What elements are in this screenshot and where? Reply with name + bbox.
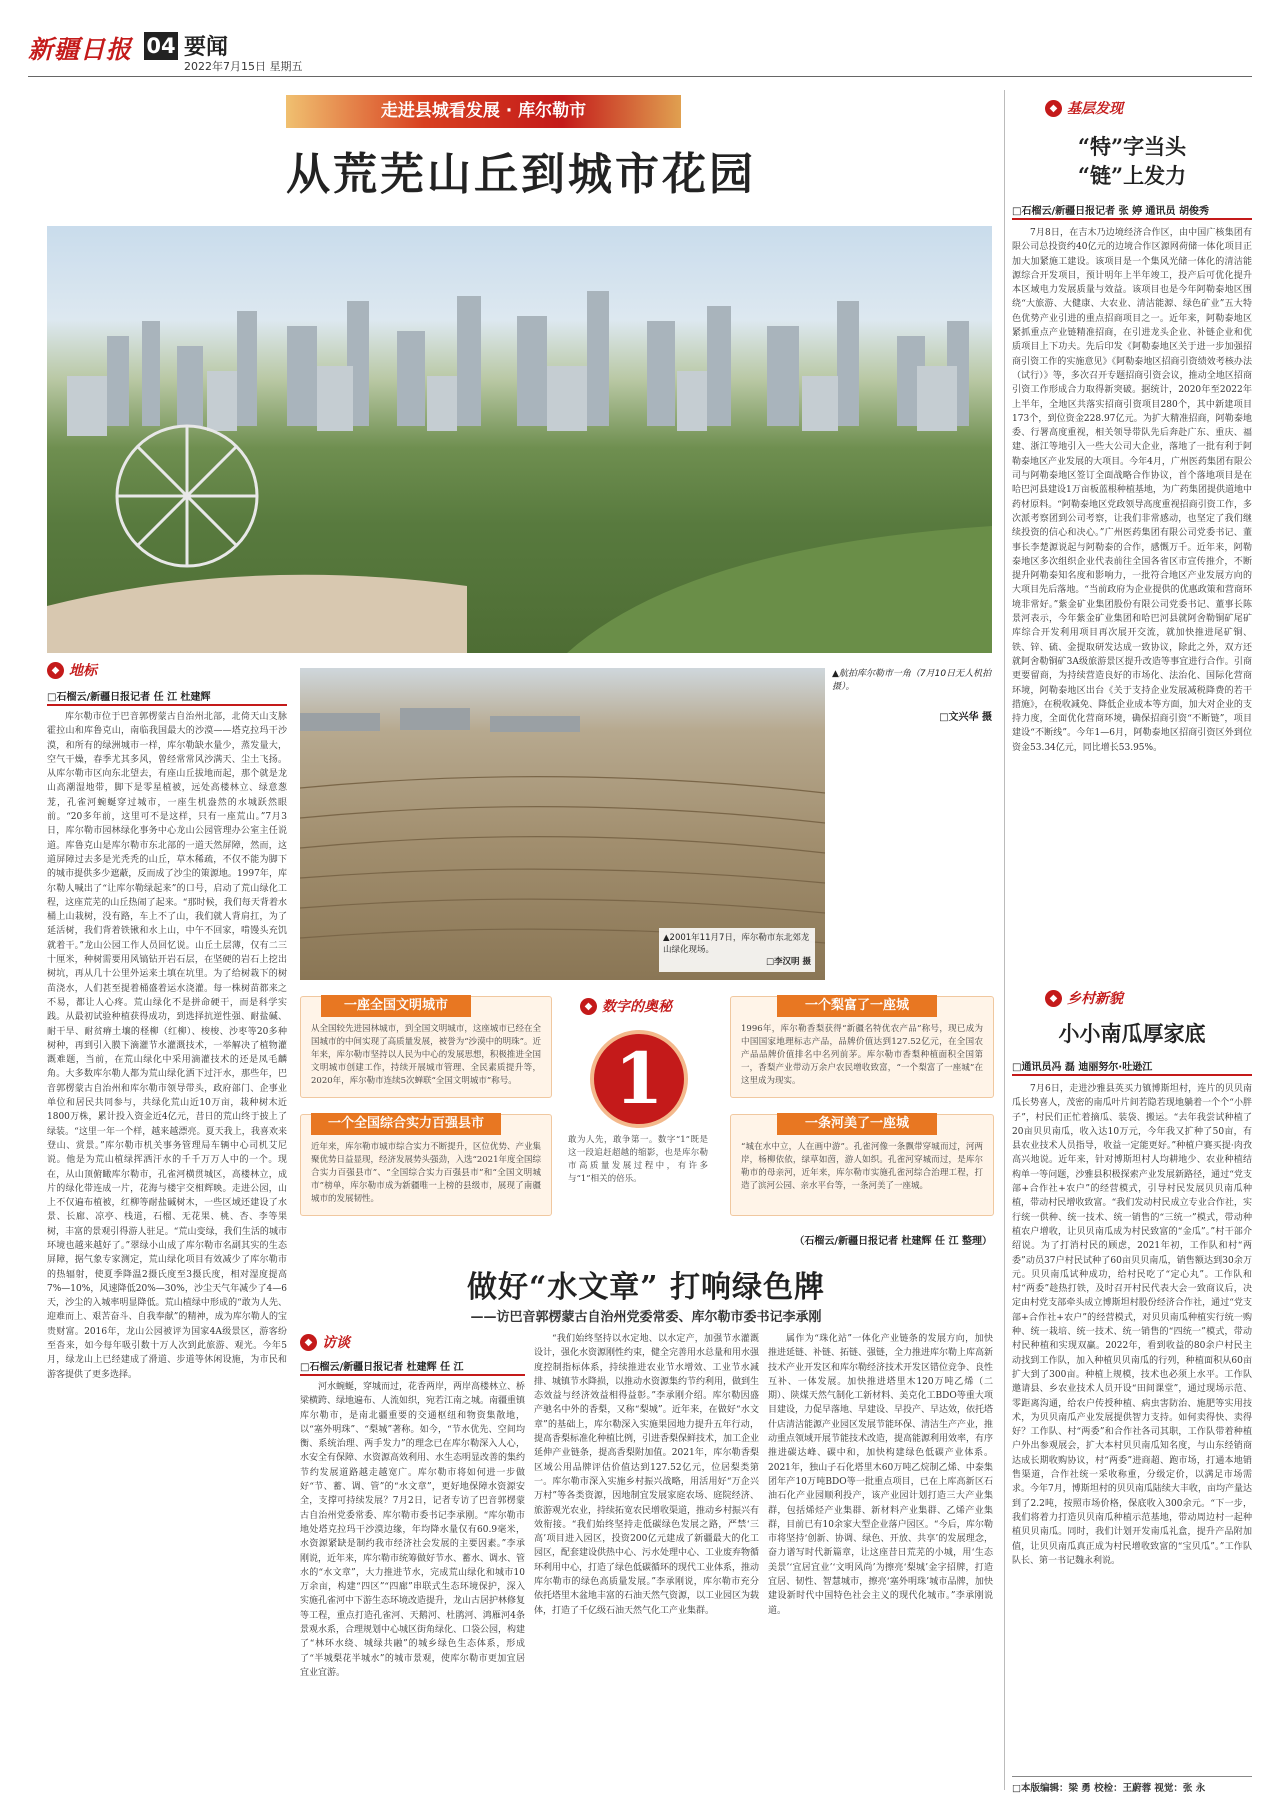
aerial-photo-credit: □文兴华 摄 xyxy=(939,712,992,723)
interview-headline: 做好“水文章” 打响绿色牌 xyxy=(467,1270,825,1305)
grassroots-headline-line2: “链”上发力 xyxy=(1077,163,1187,188)
stat-river-city-title: 一条河美了一座城 xyxy=(777,1113,937,1135)
historic-photo-caption: ▲2001年11月7日，库尔勒市东北郊龙山绿化现场。 xyxy=(663,933,810,955)
interview-col-2: “我们始终坚持以水定地、以水定产，加强节水灌溉设计，强化水资源刚性约束，健全完善用水总量和用水强度控制指标体系，持续推进农业节水增效、工业节水减排、城镇节水降损，以推动水资源集约节约利用，做到生态效益与经济效益相得益彰。”李承刚介绍。库尔勒因盛产驰名中外的香梨，又称“梨城”。近年来，在做好“水文章”的基础上，库尔勒深入实施果园地力提升五年行动，提高香梨标准化种植比例，引进香梨保鲜技术，加工企业延伸产业链条，提高香梨附加值。2021年，库尔勒香梨区域公用品牌评估价值达到127.52亿元，位居梨类第一。库尔勒市深入实施乡村振兴战略，用活用好“万企兴万村”等各类资源，因地制宜发展家庭农场、庭院经济、旅游观光农业，持续拓宽农民增收渠道，推动乡村振兴有效衔接。“我们始终坚持走低碳绿色发展之路，严禁‘三高’项目进入园区，投资200亿元建成了新疆最大的化工园区，配套建设供热中心、污水处理中心、工业废弃物循环利用中心，打造了绿色低碳循环的现代工业体系，推动库尔勒市的绿色高质量发展。”李承刚说，库尔勒市充分依托塔里木盆地丰富的石油天然气资源，以工业园区为载体，打造了千亿级石油天然气化工产业集群。 xyxy=(534,1334,759,1616)
stat-top-county-text: 近年来，库尔勒市城市综合实力不断提升，区位优势、产业集聚优势日益显现，经济发展势头强劲，入选“2021年度全国综合实力百强县市”、“全国综合实力百强县市”和“全国文明城市”榜单，库尔勒市成为新疆唯一上榜的县级市，展现了南疆城市的发展韧性。 xyxy=(311,1142,541,1204)
grassroots-tag xyxy=(1045,98,1123,118)
rural-tag xyxy=(1045,988,1123,1008)
grassroots-tag-label: 基层发现 xyxy=(1067,101,1123,117)
right-column-divider xyxy=(1004,90,1005,1790)
big-number-circle: 1 xyxy=(590,1030,688,1128)
stat-pear-city-title: 一个梨富了一座城 xyxy=(777,995,937,1017)
landmark-tag xyxy=(47,660,97,680)
masthead xyxy=(28,28,1260,74)
stat-box-civilized-city xyxy=(300,996,552,1098)
interview-col-1: 河水蜿蜒，穿城而过，花香两岸，两岸高楼林立、桥梁横跨、绿地遍布、人流如织，宛若江南之城。南疆重镇库尔勒市，是南北疆重要的交通枢纽和物资集散地，以“塞外明珠”、“梨城”著称。如今，“节水优先、空间均衡、系统治理、两手发力”的理念已在库尔勒深入人心，水安全有保障、水资源高效利用、水生态明显改善的集约节约发展道路越走越宽广。库尔勒市将如何进一步做好“节、蓄、调、管”的“水文章”，更好地保障水资源安全，支撑可持续发展？7月2日，记者专访了巴音郭楞蒙古自治州党委常委、库尔勒市委书记李承刚。“库尔勒市地处塔克拉玛干沙漠边缘，年均降水量仅有60.9毫米，水资源紧缺是制约我市经济社会发展的主要因素。”李承刚说，近年来，库尔勒市统筹做好节水、蓄水、调水、管水的“水文章”，大力推进节水，完成荒山绿化和城市10万余亩，构建“四区”“四廊”串联式生态环境保护，深入实施孔雀河中下游生态环境改造提升，龙山古居护林修复等工程，重点打造孔雀河、天鹅河、杜鹃河、鸿雁河4条景观水系，合理规划中心城区街角绿化、口袋公园，构建了“林环水绕、城绿共融”的城乡绿色生态体系，形成了“半城梨花半城水”的城市景观，使库尔勒市更加宜居宜业宜游。 xyxy=(300,1382,525,1678)
grassroots-headline-line1: “特”字当头 xyxy=(1077,134,1187,159)
stat-box-river-city xyxy=(730,1114,994,1216)
main-story-body: 库尔勒市位于巴音郭楞蒙古自治州北部，北倚天山支脉霍拉山和库鲁克山，南临我国最大的沙漠——塔克拉玛干沙漠，和所有的绿洲城市一样，库尔勒缺水量少，蒸发量大，空气干燥，春季尤其多风，曾经常常风沙满天、尘土飞扬。从库尔勒市区向东北望去，有座山丘拔地而起，那个就是龙山高潮湿地带，脚下是零星植被，远处高楼林立、绿意葱茏，孔雀河蜿蜒穿过城市，一座生机盎然的水城跃然眼前。“20多年前，这里可不是这样，只有一座荒山。”7月3日，库尔勒市园林绿化事务中心龙山公园管理办公室主任说道。库鲁克山是库尔勒市东北部的一道天然屏障，然而，这道屏障过去多是光秃秃的山丘，草木稀疏，不仅不能为脚下的城市提供多少遮蔽，反而成了沙尘的策源地。1997年，库尔勒人喊出了“让库尔勒绿起来”的口号，启动了荒山绿化工程，这座荒芜的山丘热闹了起来。“那时候，我们每天背着水桶上山栽树，没有路，车上不了山，我们就人背肩扛，为了延活树，我们背着铁锹和水上山，中午不回家，啃馒头充饥就着干。”龙山公园工作人员回忆说。山丘土层薄，仅有二三十厘米，种树需要用风镐钻开岩石层，在坚硬的岩石上挖出树坑，再从几十公里外运来土填在坑里。为了给树栽下的树苗浇水，人们甚至提着桶盛着运水浇灌。每一株树苗都来之不易，都让人心疼。荒山绿化不是拼命硬干，而是科学实践。从最初试验种植获得成功，到选择抗逆性强、耐盐碱、耐干旱、耐贫瘠土壤的柽柳（红柳）、梭梭、沙枣等20多种树种，再到引入膜下滴灌节水灌溉技术，一举解决了植物灌溉难题，当前，在荒山绿化中采用滴灌技术的还是凤毛麟角。大多数库尔勒人都为荒山绿化洒下过汗水，那些年，巴音郭楞蒙古自治州和库尔勒市领导带头，政府部门、企事业单位和居民共同参与，共绿化荒山近10万亩，栽种树木近1800万株，累计投入资金近4亿元，昔日的荒山终于披上了绿装。“这里一年一个样，越来越漂亮。夏天我上，我喜欢来登山、赏景。”库尔勒市机关事务管理局车辆中心司机艾尼说。他是为荒山植绿挥洒汗水的千千万万人中的一个。现在，从山顶俯瞰库尔勒市，孔雀河横贯城区，高楼林立，成片的绿化带连成一片，花海与楼宇交相辉映。走进公园，山上不仅遍布植被，红柳等耐盐碱树木，一些区域还建设了水景、长廊、凉亭、栈道，石榴、无花果、桃、杏、李等果树，丰富的景观引得游人驻足。“荒山变绿，我们生活的城市环境也越来越好了。”翠绿小山成了库尔勒市名副其实的生态屏障，据气象专家测定，荒山绿化项目有效减少了库尔勒市的热辐射，使夏季降温2摄氏度至3摄氏度，相对湿度提高7%—10%，风速降低20%—30%，沙尘天气年减少了4—6天，沙尘的入城率明显降低。荒山植绿中形成的“敢为人先、迎难而上、艰苦奋斗、自我奉献”的精神，成为库尔勒人的宝贵财富。2016年，龙山公园被评为国家4A级景区，游客纷至沓来，如今每年吸引数十万人次到此旅游、观光。今年5月，绿龙山上已经建成了滑道、步道等休闲设施，为市民和游客提供了更多选择。 xyxy=(47,712,287,1380)
stat-box-pear-city xyxy=(730,996,994,1098)
stat-river-city-text: “城在水中立，人在画中游”。孔雀河像一条飘带穿城而过，河两岸，杨柳依依，绿草如茵，游人如织。孔雀河穿城而过，是库尔勒市的母亲河，近年来，库尔勒市实施孔雀河综合治理工程，打造了滨河公园、亲水平台等，一条河美了一座城。 xyxy=(741,1142,983,1191)
numbers-panel xyxy=(300,990,992,1230)
stat-pear-city-text: 1996年，库尔勒香梨获得“新疆名特优农产品”称号，现已成为中国国家地理标志产品，品牌价值达到127.52亿元，在全国农产品品牌价值排名中名列前茅。库尔勒市香梨种植面积全国第一，香梨产业带动万余户农民增收致富，“一个梨富了一座城”在这里成为现实。 xyxy=(741,1024,983,1086)
big-number-text: 敢为人先，敢争第一。数字“1”既是这一段追赶超越的缩影，也是库尔勒市高质量发展过程中，有许多与“1”相关的倍乐。 xyxy=(568,1135,708,1184)
interview-tag xyxy=(300,1332,350,1352)
page-footer-editor: □本版编辑：梁 勇 校检：王蔚蓉 视觉：张 永 xyxy=(1012,1776,1252,1794)
rural-tag-label: 乡村新貌 xyxy=(1067,991,1123,1007)
newspaper-logo: 新疆日报 xyxy=(28,35,133,64)
issue-date: 2022年7月15日 星期五 xyxy=(184,60,303,73)
stat-box-top-county xyxy=(300,1114,552,1216)
aerial-photo-caption: ▲航拍库尔勒市一角（7月10日无人机拍摄）。 xyxy=(832,669,992,692)
numbers-tag-label: 数字的奥秘 xyxy=(602,999,672,1015)
main-byline-rule xyxy=(47,704,287,706)
rural-body: 7月6日，走进沙雅县英买力镇博斯坦村，连片的贝贝南瓜长势喜人，茂密的南瓜叶片间若隐若现地躺着一个个“小胖子”，村民们正忙着摘瓜、装袋、搬运。“去年我尝试种植了20亩贝贝南瓜，收入达10万元，今年我又扩种了50亩，有县农业技术人员指导，收益一定能更好。”种植户赛买提·肉孜高兴地说。近年来，针对博斯坦村人均耕地少、农业种植结构单一等问题，沙雅县积极探索产业发展新路径，通过“党支部+合作社+农户”的经营模式，引导村民发展贝贝南瓜种植，带动村民增收致富。“我们发动村民成立专业合作社，实行统一供种、统一技术、统一销售的“三统一”模式，带动种植农户增收，让贝贝南瓜成为村民致富的“金瓜”。”村干部介绍说。为了打消村民的顾虑，2021年初，工作队和村“两委”动员37户村民试种了60亩贝贝南瓜，销售额达到30余万元。贝贝南瓜试种成功，给村民吃了“定心丸”。工作队和村“两委”趁热打铁，及时召开村民代表大会一致商议后，决定由村党支部牵头成立博斯坦村股份经济合作社，通过“党支部+合作社+农户”的经营模式，对贝贝南瓜种植实行统一购种、统一栽培、统一技术、统一销售的“四统一”模式，带动村民种植和实现双赢。2022年，看到收益的80余户村民主动找到工作队，加入种植贝贝南瓜的行列，种植面积从60亩扩大到了300亩。种植上规模，技术也必须上水平。工作队邀请县、乡农业技术人员开设“田间课堂”，通过现场示范、零距离沟通，给农户传授种植、病虫害防治、施肥等实用技术，为贝贝南瓜产业发展提供智力支持。如何卖得快、卖得好？工作队、村“两委”和合作社各司其职，工作队带着种植户外出参观展会，扩大本村贝贝南瓜知名度，与山东经销商达成长期收购协议，村“两委”进商超、跑市场，打通本地销售渠道，合作社统一采收称重，分级定价，以满足市场需求。今年7月，博斯坦村的贝贝南瓜陆续大丰收，亩均产量达到了2.2吨，按照市场价格，保底收入300余元。“下一步，我们将着力打造贝贝南瓜种植示范基地，带动周边村一起种植贝贝南瓜。同时，我们计划开发南瓜礼盒，提升产品附加值，让贝贝南瓜真正成为村民增收致富的“宝贝瓜”。”工作队队长、第一书记魏永利说。 xyxy=(1012,1084,1252,1566)
masthead-divider xyxy=(28,76,1252,77)
grassroots-headline xyxy=(1012,132,1252,190)
interview-byline-rule xyxy=(300,1374,525,1376)
grassroots-tag-icon: ◆ xyxy=(1045,100,1062,117)
grassroots-body: 7月8日，在吉木乃边境经济合作区，由中国广核集团有限公司总投资约40亿元的边境合作区源网荷储一体化项目正加大加紧施工建设。该项目是一个集风光储一体化的清洁能源综合开发项目，预计明年上半年竣工，投产后可优化提升本区域电力发展质量与效益。该项目也是今年阿勒泰地区围绕“大旅游、大健康、大农业、清洁能源、绿色矿业”五大特色优势产业引进的重点招商项目之一。近年来，阿勒泰地区紧抓重点产业链精准招商，在引进龙头企业、补链企业和优质项目上下功夫。先后印发《阿勒泰地区关于进一步加强招商引资工作的实施意见》《阿勒泰地区招商引资绩效考核办法（试行）》等，多次召开专题招商引资会议，推动全地区招商引资工作形成合力取得新突破。据统计，2020年至2022年上半年，全地区共落实招商引资项目280个，其中新建项目173个，到位资金228.97亿元。为扩大精准招商，阿勒泰地委、行署高度重视，相关领导带队先后奔赴广东、重庆、福建、浙江等地引入一些大公司大企业，落地了一批有利于阿勒泰地区产业发展的大项目。今年4月，广州医药集团有限公司与阿勒泰地区签订全面战略合作协议，首个落地项目是在哈巴河县建设1万亩板蓝根种植基地，为广药集团提供道地中药材原料。“阿勒泰地区党政领导高度重视招商引资工作，多次派考察团到公司考察，让我们非常感动，也坚定了我们继续投资的信心和决心。”广州医药集团有限公司党委书记、董事长李楚源说起与阿勒泰的合作，感慨万千。近年来，阿勒泰地区多次组织企业代表前往全国各省区市宣传推介，不断提升阿勒泰知名度和影响力，一批符合地区产业发展方向的大项目先后落地。“当前政府为企业提供的优惠政策和营商环境非常好。”紫金矿业集团股份有限公司党委书记、董事长陈景河表示，今年紫金矿业集团和哈巴河县就阿舍勒铜矿尾矿库综合开发利用项目再次展开交流，就加快推进尾矿铜、铁、锌、硫、金提取研发达成一致协议，除此之外，双方还就阿舍勒铜矿3A级旅游景区提升改造等事宜进行合作。引商更要留商，为持续营造良好的市场化、法治化、国际化营商环境，阿勒泰地区出台《关于支持企业发展减税降费的若干措施》，在税收减免、降低企业成本等方面，加大对企业的支持力度，全面优化营商环境，确保招商引资“不断链”，项目建设“不断线”。今年1—6月，阿勒泰地区招商引资区外到位资金53.34亿元，同比增长53.95%。 xyxy=(1012,228,1252,753)
interview-col-3: 属作为“珠化站”一体化产业链条的发展方向，加快推进延链、补链、拓链、强链，全力推进库尔勒上库高新技术产业开发区和库尔勒经济技术开发区错位竞争、良性互补、一体发展。加快推进塔里木120万吨乙烯（二期）、陕煤天然气制化工新材料、美克化工BDO等重大项目建设，力促早落地、早建设、早投产、早达效，依托塔什店清洁能源产业园区发展节能环保、清洁生产产业，推动重点领域开展节能技术改造，提高能源利用效率，有序推进碳达峰、碳中和，加快构建绿色低碳产业体系。2021年，独山子石化塔里木60万吨乙烷制乙烯、中泰集团年产10万吨BDO等一批重点项目，已在上库高新区石油石化产业园顺利投产，该产业园计划打造三大产业集群，包括烯烃产业集群、新材料产业集群、乙烯产业集群，目前已有10余家大型企业落户园区。“今后，库尔勒市将坚持‘创新、协调、绿色、开放、共享’的发展理念，奋力谱写时代新篇章，让这座昔日荒芜的小城，用‘生态美景’‘宜居宜业’‘文明风尚’为擦亮‘梨城’金字招牌，打造宜居、韧性、智慧城市，擦亮‘塞外明珠’城市品牌，加快建设新时代中国特色社会主义的现代化城市。”李承刚说道。 xyxy=(768,1334,993,1616)
interview-tag-label: 访谈 xyxy=(322,1335,350,1351)
rural-byline: □通讯员冯 磊 迪丽努尔·吐逊江 xyxy=(1012,1062,1153,1073)
feature-banner xyxy=(286,95,681,128)
historic-greening-photo xyxy=(300,668,825,980)
grassroots-byline: □石榴云/新疆日报记者 张 婷 通讯员 胡俊秀 xyxy=(1012,206,1210,217)
rural-headline: 小小南瓜厚家底 xyxy=(1058,1021,1206,1046)
historic-photo-caption-box xyxy=(659,928,815,972)
grassroots-byline-rule xyxy=(1012,218,1252,220)
aerial-photo-scene xyxy=(47,226,992,653)
main-byline: □石榴云/新疆日报记者 任 江 杜建辉 xyxy=(47,692,211,703)
landmark-tag-label: 地标 xyxy=(69,663,97,679)
rural-byline-rule xyxy=(1012,1074,1252,1076)
interview-byline: □石榴云/新疆日报记者 杜建辉 任 江 xyxy=(300,1362,464,1373)
stat-civilized-city-text: 从全国较先进园林城市，到全国文明城市，这座城市已经在全国城市的中间实现了高质量发展，被誉为“沙漠中的明珠”。近年来，库尔勒市坚持以人民为中心的发展思想，积极推进全国文明城市创建工作，持续开展城市管理、全民素质提升等，2020年，库尔勒市连续5次蝉联“全国文明城市”称号。 xyxy=(311,1024,541,1086)
numbers-tag xyxy=(580,996,672,1016)
landmark-tag-icon: ◆ xyxy=(47,662,64,679)
numbers-tag-icon: ◆ xyxy=(580,998,597,1015)
feature-banner-text: 走进县城看发展 · 库尔勒市 xyxy=(380,101,587,121)
aerial-city-photo xyxy=(47,226,992,653)
stat-civilized-city-title: 一座全国文明城市 xyxy=(321,995,471,1017)
historic-photo-credit: □李汉明 摄 xyxy=(766,957,811,967)
page-headline: 从荒芜山丘到城市花园 xyxy=(286,149,756,200)
stat-top-county-title: 一个全国综合实力百强县市 xyxy=(311,1113,501,1135)
numbers-credit: （石榴云/新疆日报记者 杜建辉 任 江 整理） xyxy=(794,1236,992,1247)
interview-tag-icon: ◆ xyxy=(300,1334,317,1351)
section-title: 要闻 xyxy=(184,35,229,60)
interview-subhead: ——访巴音郭楞蒙古自治州党委常委、库尔勒市委书记李承刚 xyxy=(470,1310,822,1325)
page-number: 04 xyxy=(144,32,178,60)
rural-tag-icon: ◆ xyxy=(1045,990,1062,1007)
